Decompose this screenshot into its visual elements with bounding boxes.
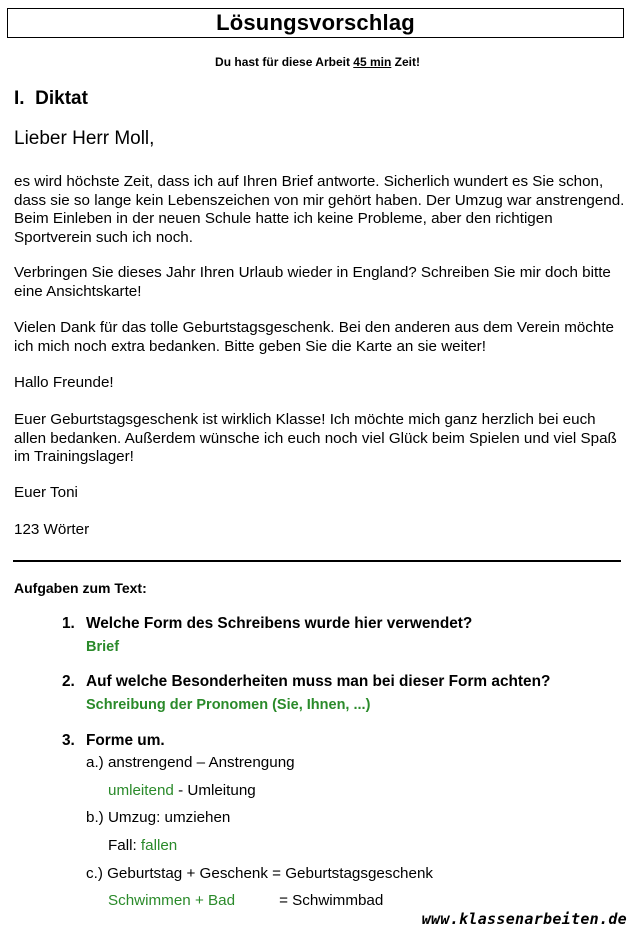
answer-green: fallen — [140, 837, 178, 854]
question-number: 2. — [62, 673, 75, 690]
answer-2: Schreibung der Pronomen (Sie, Ihnen, ...) — [86, 697, 371, 713]
question-2 — [62, 673, 550, 691]
subtask-c — [86, 865, 433, 882]
subtask-prompt: anstrengend – Anstrengung — [107, 754, 295, 771]
time-note-value: 45 min — [353, 55, 392, 69]
subtask-label: c.) — [86, 865, 103, 882]
watermark-logo: www.klassenarbeiten.de — [421, 910, 627, 928]
subtask-b — [86, 809, 230, 826]
section-number: I. — [14, 88, 25, 109]
question-text: Welche Form des Schreibens wurde hier verwendet? — [86, 615, 473, 632]
question-1 — [62, 615, 472, 633]
time-note-after: Zeit! — [391, 55, 420, 69]
subtask-b-answer — [108, 837, 177, 854]
question-3 — [62, 732, 165, 750]
word-count: 123 Wörter — [14, 521, 90, 538]
subtask-label: b.) — [86, 809, 104, 826]
section-title: Diktat — [35, 88, 88, 109]
letter-paragraph: Euer Geburtstagsgeschenk ist wirklich Klasse! Ich möchte mich ganz herzlich bei euch allen bedanken. Außerdem wünsche ich euch noch viel Glück beim Spielen und viel Spaß im Trainingslager! — [14, 411, 617, 465]
letter-salutation: Lieber Herr Moll, — [14, 128, 155, 149]
letter-paragraph: Verbringen Sie dieses Jahr Ihren Urlaub wieder in England? Schreiben Sie mir doch bitte eine Ansichtskarte! — [14, 264, 611, 300]
answer-green: Bad — [208, 892, 236, 909]
letter-signature: Euer Toni — [14, 484, 78, 501]
subtask-prompt: Umzug: umziehen — [107, 809, 231, 826]
answer-label: Fall: — [108, 837, 141, 854]
subtask-label: a.) — [86, 754, 104, 771]
page-title: Lösungsvorschlag — [7, 8, 624, 38]
question-number: 1. — [62, 615, 75, 632]
subtask-prompt: Geburtstag + Geschenk = Geburtstagsgeschenk — [107, 865, 433, 882]
subtask-a — [86, 754, 295, 771]
question-text: Auf welche Besonderheiten muss man bei dieser Form achten? — [86, 673, 551, 690]
letter-greeting: Hallo Freunde! — [14, 374, 114, 391]
answer-1: Brief — [86, 639, 120, 655]
answer-green: umleitend — [108, 782, 174, 799]
subtask-c-answer — [108, 892, 383, 909]
divider — [13, 560, 621, 562]
answer-green: Schwimmen — [108, 892, 191, 909]
letter-paragraph: es wird höchste Zeit, dass ich auf Ihren Brief antworte. Sicherlich wundert es Sie schon, dass sie so lange kein Lebenszeichen von mir gehört haben. Der Umzug war anstrengend. Beim Einleben in der neuen Schule hatte ich keine Probleme, aber den richtigen Sportverein such ich noch. — [14, 173, 625, 246]
section-heading — [14, 88, 88, 110]
subtask-a-answer — [108, 782, 256, 799]
tasks-heading: Aufgaben zum Text: — [14, 580, 147, 596]
question-number: 3. — [62, 732, 75, 749]
time-note — [0, 55, 635, 69]
answer-rest: - Umleitung — [173, 782, 256, 799]
answer-plus: + — [190, 892, 209, 909]
time-note-before: Du hast für diese Arbeit — [215, 55, 354, 69]
question-text: Forme um. — [86, 732, 165, 749]
answer-result: = Schwimmbad — [279, 892, 384, 909]
letter-paragraph: Vielen Dank für das tolle Geburtstagsgeschenk. Bei den anderen aus dem Verein möchte ich mich noch extra bedanken. Bitte geben Sie die Karte an sie weiter! — [14, 319, 614, 355]
